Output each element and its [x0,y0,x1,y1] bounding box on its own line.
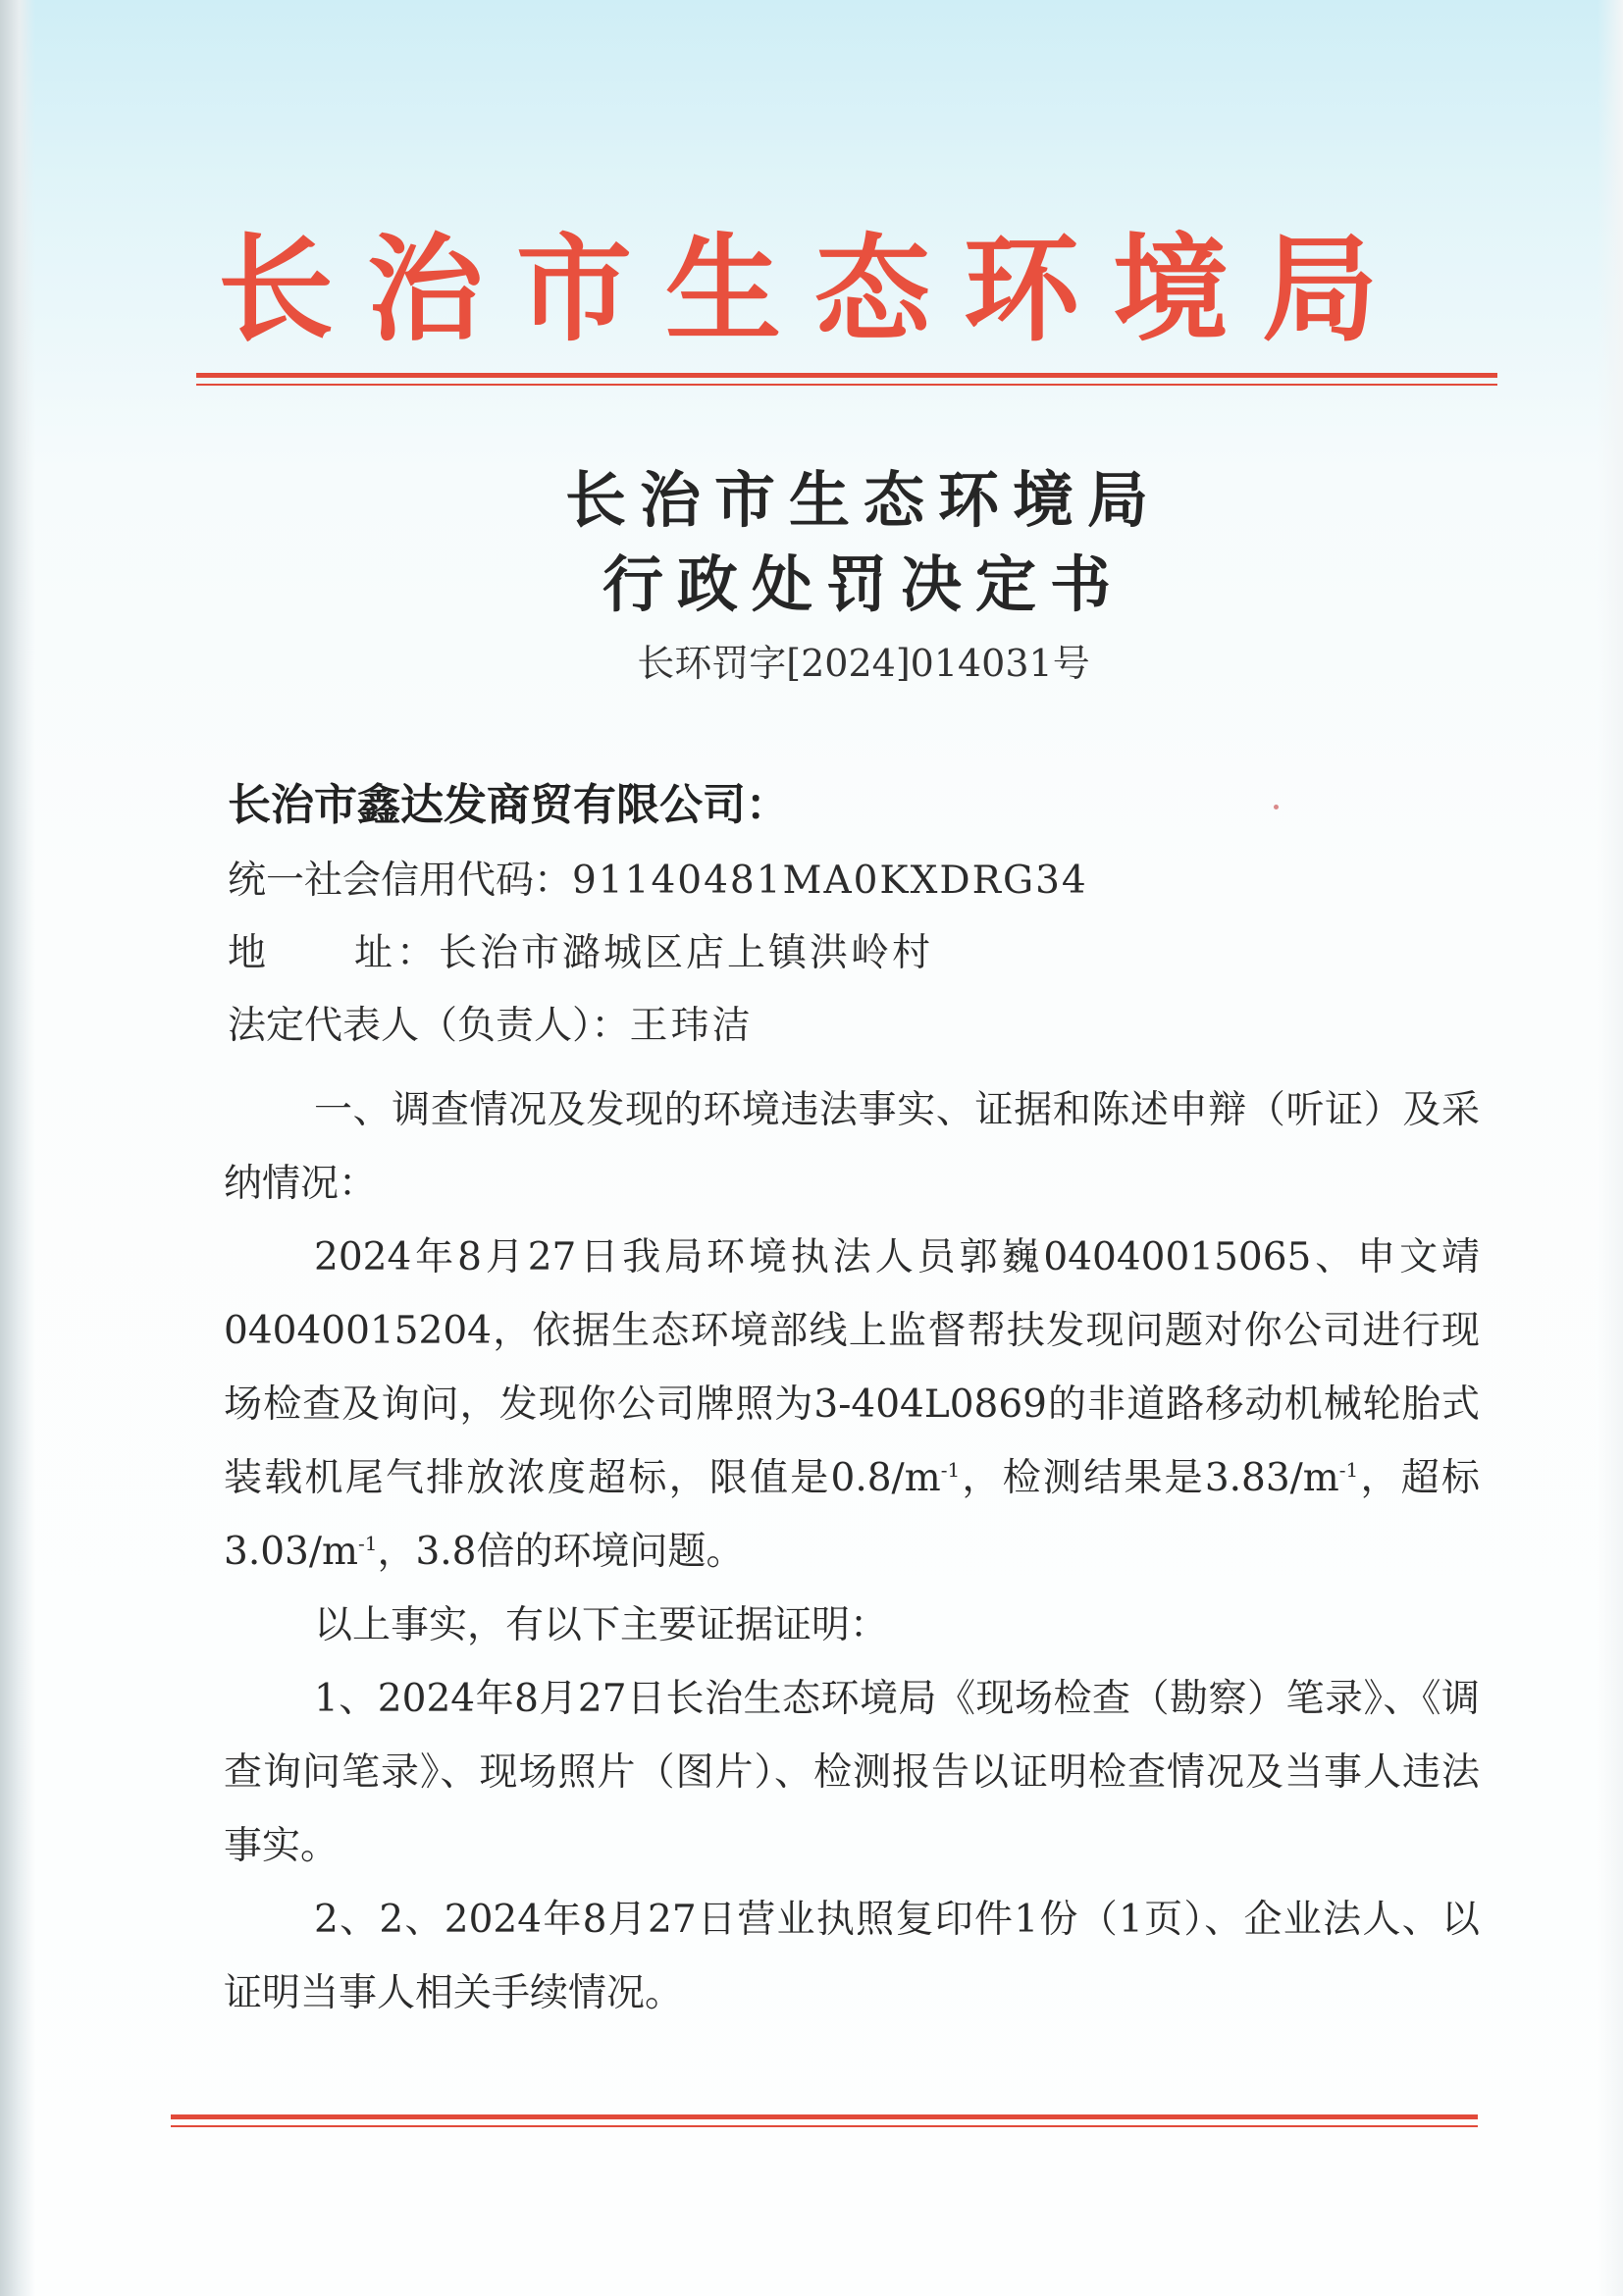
credit-code-value: 91140481MA0KXDRG34 [572,859,1088,903]
unit-superscript-3: -1 [357,1532,378,1555]
evidence-intro: 以上事实，有以下主要证据证明： [314,1603,889,1647]
unit-superscript-2: -1 [1338,1458,1359,1482]
document-title-line-2: 行政处罚决定书 [602,548,1125,620]
address-value: 长治市潞城区店上镇洪岭村 [439,931,934,975]
letterhead-red-rule [196,373,1497,378]
violation-facts-part-3: ，超标3.03/m [224,1456,1480,1574]
address-label: 地 址： [228,931,440,975]
violation-facts-part-2: ，检测结果是3.83/m [960,1456,1339,1500]
violation-facts-part-4: ，3.8倍的环境问题。 [377,1530,745,1574]
document-title-line-1: 长治市生态环境局 [564,464,1162,536]
scan-right-edge [1597,0,1623,2296]
unit-superscript-1: -1 [940,1458,961,1482]
letterhead-agency-name: 长治市生态环境局 [217,222,1411,357]
letterhead-red-rule-thin [196,384,1497,386]
legal-rep-value: 王玮洁 [629,1004,754,1048]
scan-speck [1274,805,1279,809]
legal-rep-line [228,997,1503,1056]
footer-red-rule [171,2114,1478,2119]
address-line [228,924,1503,983]
document-number: 长环罚字[2024]014031号 [637,642,1090,685]
violation-facts-paragraph [224,1221,1480,1589]
violation-facts-part-1: 2024年8月27日我局环境执法人员郭巍04040015065、申文靖04040015204，依据生态环境部线上监督帮扶发现问题对你公司进行现场检查及询问，发现你公司牌照为3-404L0869的非道路移动机械轮胎式装载机尾气排放浓度超标，限值是0.8/m [224,1235,1480,1500]
evidence-item-1: 1、2024年8月27日长治生态环境局《现场检查（勘察）笔录》、《调查询问笔录》、现场照片（图片）、检测报告以证明检查情况及当事人违法事实。 [224,1677,1480,1868]
scan-left-edge [0,0,35,2296]
credit-code-label: 统一社会信用代码： [228,859,573,903]
legal-rep-label: 法定代表人（负责人）： [228,1004,630,1048]
credit-code-line [228,852,1503,911]
section-1-heading: 一、调查情况及发现的环境违法事实、证据和陈述申辩（听证）及采纳情况： [224,1088,1480,1206]
evidence-item-2: 2、2、2024年8月27日营业执照复印件1份（1页）、企业法人、以证明当事人相关手续情况。 [224,1898,1480,2015]
recipient-name: 长治市鑫达发商贸有限公司： [228,780,789,830]
footer-red-rule-thin [171,2125,1478,2127]
